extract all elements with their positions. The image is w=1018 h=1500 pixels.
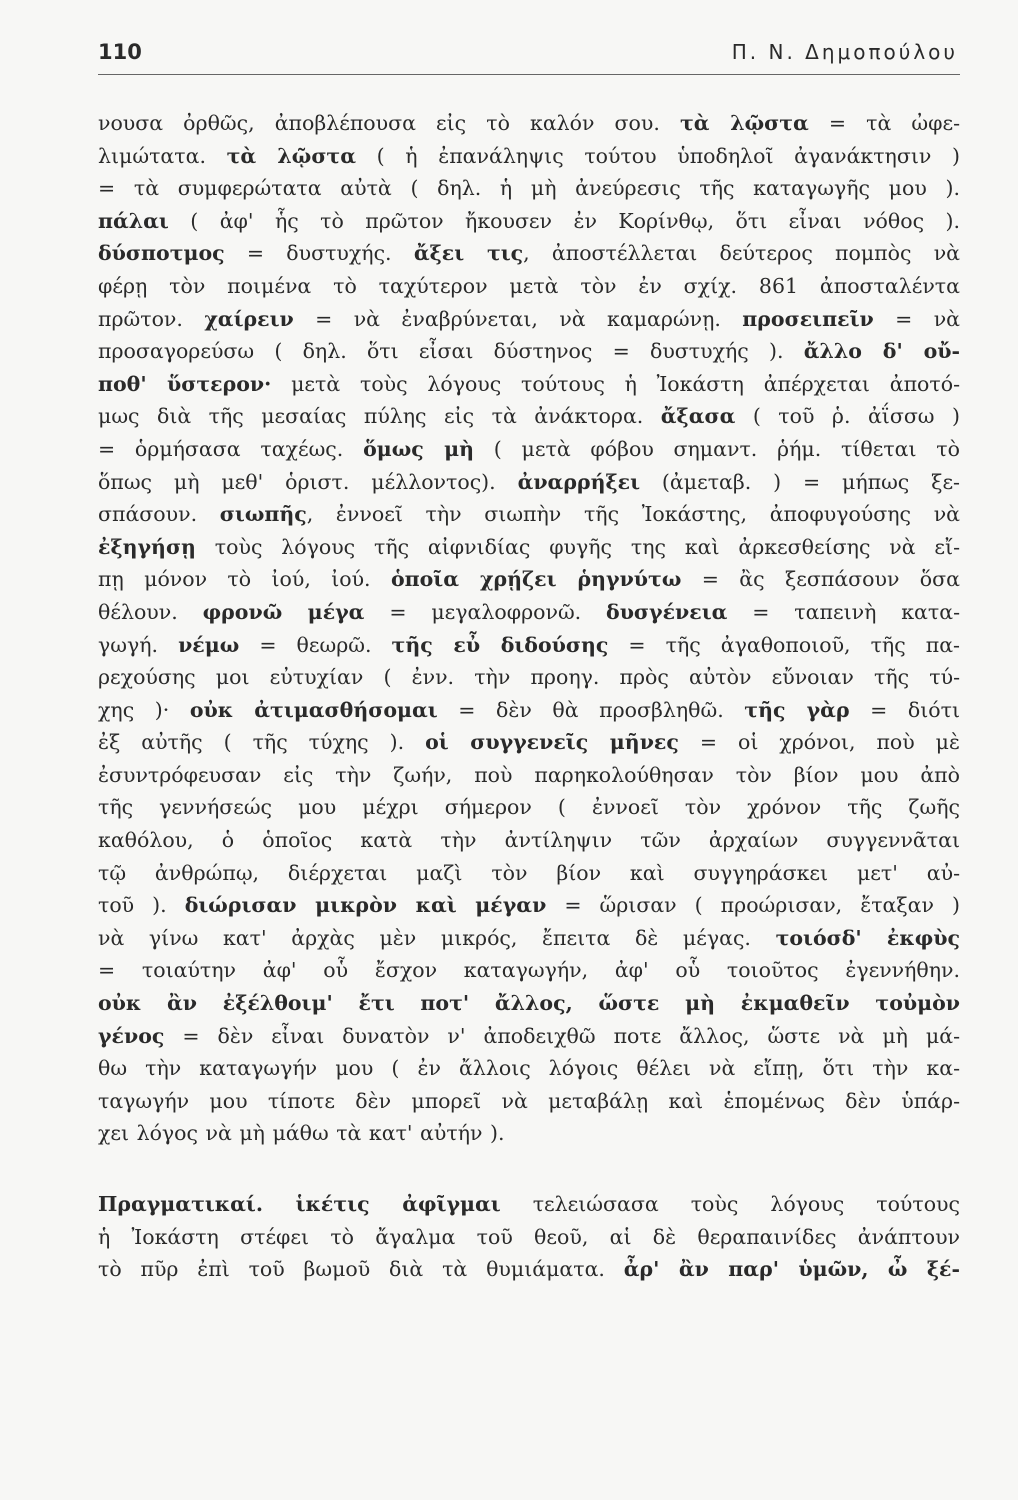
text-line <box>98 1117 960 1150</box>
section-gap <box>98 1150 960 1188</box>
gloss-text: = τῆς ἀγαθοποιοῦ, τῆς πα- <box>608 632 960 657</box>
gloss-text: ( ἀφ' ἧς τὸ πρῶτον ἤκουσεν ἐν Κορίνθῳ, ὅτι εἶναι νόθος ). <box>168 208 960 233</box>
gloss-text: ἐξ αὐτῆς ( τῆς τύχης ). <box>98 730 426 755</box>
gloss-text: χης )· <box>98 697 190 722</box>
gloss-text: θω τὴν καταγωγήν μου ( ἐν ἄλλοις λόγοις θέλει νὰ εἴπῃ, ὅτι τὴν κα- <box>98 1056 960 1081</box>
gloss-text: τοῦ ). <box>98 893 185 918</box>
lemma-term: ἆρ' ἂν παρ' ὑμῶν, ὦ ξέ- <box>623 1257 960 1282</box>
gloss-text: σπάσουν. <box>98 502 220 527</box>
lemma-term: διώρισαν μικρὸν καὶ μέγαν <box>184 893 547 918</box>
lemma-term: δυσγένεια <box>606 599 728 624</box>
gloss-text: πῃ μόνον τὸ ἰού, ἰού. <box>98 567 391 592</box>
text-line <box>98 954 960 987</box>
text-line <box>98 824 960 857</box>
running-head: Π. Ν. Δημοπούλου <box>731 40 958 64</box>
gloss-text: ταγωγήν μου τίποτε δὲν μπορεῖ νὰ μεταβάλῃ καὶ ἑπομένως δὲν ὑπάρ- <box>98 1088 960 1113</box>
text-line <box>98 791 960 824</box>
text-line <box>98 889 960 922</box>
gloss-text: ἡ Ἰοκάστη στέφει τὸ ἄγαλμα τοῦ θεοῦ, αἱ δὲ θεραπαινίδες ἀνάπτουν <box>98 1224 960 1249</box>
gloss-text: = δυστυχής. <box>224 241 414 266</box>
text-line <box>98 694 960 727</box>
gloss-text: φέρῃ τὸν ποιμένα τὸ ταχύτερον μετὰ τὸν ἐν σχίχ. 861 ἀποσταλέντα <box>98 273 960 298</box>
text-line <box>98 857 960 890</box>
lemma-term: τοιόσδ' ἐκφὺς <box>775 925 960 950</box>
text-line <box>98 922 960 955</box>
lemma-term: σιωπῆς <box>219 502 307 527</box>
gloss-text: = ταπεινὴ κατα- <box>727 599 960 624</box>
gloss-text: = ὁρμήσασα ταχέως. <box>98 436 364 461</box>
lemma-term: οὐκ ἀτιμασθήσομαι <box>189 697 438 722</box>
gloss-text: γωγή. <box>98 632 179 657</box>
gloss-text: μως διὰ τῆς μεσαίας πύλης εἰς τὰ ἀνάκτορα. <box>98 404 661 429</box>
text-line <box>98 596 960 629</box>
gloss-text: προσαγορεύσω ( δηλ. ὅτι εἶσαι δύστηνος = δυστυχής ). <box>98 339 804 364</box>
gloss-text: ρεχούσης μοι εὐτυχίαν ( ἐνν. τὴν προηγ. πρὸς αὐτὸν εὔνοιαν τῆς τύ- <box>98 665 960 690</box>
text-line <box>98 1020 960 1053</box>
text-line <box>98 335 960 368</box>
gloss-text: = δὲν θὰ προσβληθῶ. <box>437 697 745 722</box>
lemma-term: ὁποῖα χρῄζει ῥηγνύτω <box>390 567 682 592</box>
gloss-text: θέλουν. <box>98 599 203 624</box>
text-line <box>98 270 960 303</box>
gloss-text: λιμώτατα. <box>98 143 227 168</box>
text-line <box>98 661 960 694</box>
lemma-term: ἄλλο δ' οὔ- <box>803 339 961 364</box>
gloss-text: τελειώσασα τοὺς λόγους τούτους <box>500 1192 960 1216</box>
gloss-text: = τὰ συμφερώτατα αὐτὰ ( δηλ. ἡ μὴ ἀνεύρεσις τῆς καταγωγῆς μου ). <box>98 176 960 201</box>
text-line <box>98 1052 960 1085</box>
text-line <box>98 303 960 336</box>
gloss-text: = τὰ ὠφε- <box>808 111 960 135</box>
text-line <box>98 531 960 564</box>
lemma-term: οἱ συγγενεῖς μῆνες <box>425 730 679 755</box>
commentary-text <box>98 107 960 1286</box>
text-line <box>98 107 960 140</box>
text-line <box>98 205 960 238</box>
lemma-term: τὰ λῷστα <box>679 111 809 135</box>
lemma-term: Πραγματικαί. <box>98 1192 296 1216</box>
gloss-text: τῆς γεννήσεώς μου μέχρι σήμερον ( ἐννοεῖ τὸν χρόνον τῆς ζωῆς <box>98 795 960 820</box>
text-line <box>98 368 960 401</box>
gloss-text: = τοιαύτην ἀφ' οὗ ἔσχον καταγωγήν, ἀφ' οὗ τοιοῦτος ἐγεννήθην. <box>98 958 960 983</box>
text-line <box>98 400 960 433</box>
lemma-term: ἐξηγήσῃ <box>98 534 196 559</box>
text-line <box>98 726 960 759</box>
text-line <box>98 237 960 270</box>
gloss-text: ( τοῦ ῥ. ἀΐσσω ) <box>735 404 960 429</box>
text-line <box>98 1085 960 1118</box>
gloss-text: νὰ γίνω κατ' ἀρχὰς μὲν μικρός, ἔπειτα δὲ μέγας. <box>98 925 776 950</box>
gloss-text: ( μετὰ φόβου σημαντ. ῥήμ. τίθεται τὸ <box>474 436 960 461</box>
lemma-term: ἄξασα <box>660 404 736 429</box>
lemma-term: χαίρειν <box>204 306 294 331</box>
text-line <box>98 466 960 499</box>
gloss-text: = νὰ <box>873 306 961 331</box>
text-line <box>98 987 960 1020</box>
lemma-term: τῆς εὖ διδούσης <box>391 632 609 657</box>
lemma-term: φρονῶ μέγα <box>202 599 365 624</box>
gloss-text: , ἀποστέλλεται δεύτερος πομπὸς νὰ <box>523 241 961 266</box>
text-line <box>98 172 960 205</box>
lemma-term: νέμω <box>178 632 240 657</box>
gloss-text: τὸ πῦρ ἐπὶ τοῦ βωμοῦ διὰ τὰ θυμιάματα. <box>98 1257 624 1282</box>
gloss-text: μετὰ τοὺς λόγους τούτους ἡ Ἰοκάστη ἀπέρχεται ἀποτό- <box>271 371 960 396</box>
lemma-term: τὰ λῷστα <box>226 143 356 168</box>
gloss-text: τῷ ἀνθρώπῳ, διέρχεται μαζὶ τὸν βίον καὶ συγγηράσκει μετ' αὐ- <box>98 860 960 885</box>
gloss-text: = διότι <box>849 697 960 722</box>
gloss-text: = νὰ ἐναβρύνεται, νὰ καμαρώνῃ. <box>293 306 743 331</box>
lemma-term: προσειπεῖν <box>742 306 874 331</box>
gloss-text: = δὲν εἶναι δυνατὸν ν' ἀποδειχθῶ ποτε ἄλλος, ὥστε νὰ μὴ μά- <box>164 1023 960 1048</box>
text-line <box>98 433 960 466</box>
lemma-term: ἱκέτις ἀφῖγμαι <box>295 1192 501 1216</box>
gloss-text: πρῶτον. <box>98 306 205 331</box>
gloss-text: τοὺς λόγους τῆς αἰφνιδίας φυγῆς της καὶ ἀρκεσθείσης νὰ εἴ- <box>195 534 960 559</box>
text-line <box>98 629 960 662</box>
text-line <box>98 563 960 596</box>
commentary-paragraph <box>98 107 960 1150</box>
header-rule <box>98 74 960 75</box>
gloss-text: = μεγαλοφρονῶ. <box>364 599 607 624</box>
text-line <box>98 1188 960 1221</box>
page-header <box>98 40 958 72</box>
lemma-term: τῆς γὰρ <box>744 697 850 722</box>
gloss-text: , ἐννοεῖ τὴν σιωπὴν τῆς Ἰοκάστης, ἀποφυγούσης νὰ <box>306 502 960 527</box>
gloss-text: καθόλου, ὁ ὁποῖος κατὰ τὴν ἀντίληψιν τῶν ἀρχαίων συγγεννᾶται <box>98 828 960 853</box>
lemma-term: ἀναρρήξει <box>517 469 641 494</box>
gloss-text: χει λόγος νὰ μὴ μάθω τὰ κατ' αὐτήν ). <box>98 1121 505 1146</box>
text-line <box>98 759 960 792</box>
pragmatikai-paragraph <box>98 1188 960 1286</box>
lemma-term: ὅμως μὴ <box>363 436 475 461</box>
lemma-term: οὐκ ἂν ἐξέλθοιμ' ἔτι ποτ' ἄλλος, ὥστε μὴ ἐκμαθεῖν τοὐμὸν <box>98 991 960 1016</box>
gloss-text: = θεωρῶ. <box>239 632 392 657</box>
lemma-term: πάλαι <box>98 208 169 233</box>
text-line <box>98 140 960 173</box>
gloss-text: = οἱ χρόνοι, ποὺ μὲ <box>678 730 961 755</box>
lemma-term: δύσποτμος <box>98 241 225 266</box>
text-line <box>98 498 960 531</box>
gloss-text: = ὥρισαν ( προώρισαν, ἔταξαν ) <box>546 893 960 918</box>
lemma-term: γένος <box>98 1023 165 1048</box>
gloss-text: ὅπως μὴ μεθ' ὁριστ. μέλλοντος). <box>98 469 518 494</box>
gloss-text: ( ἡ ἐπανάληψις τούτου ὑποδηλοῖ ἀγανάκτησιν ) <box>356 143 960 168</box>
text-line <box>98 1221 960 1254</box>
gloss-text: (ἀμεταβ. ) = μήπως ξε- <box>640 469 960 494</box>
lemma-term: ποθ' ὕστερον· <box>98 371 272 396</box>
text-line <box>98 1253 960 1286</box>
lemma-term: ἄξει τις <box>413 241 524 266</box>
gloss-text: = ἂς ξεσπάσουν ὅσα <box>681 567 960 592</box>
page-number: 110 <box>98 40 142 64</box>
gloss-text: ἐσυντρόφευσαν εἰς τὴν ζωήν, ποὺ παρηκολούθησαν τὸν βίον μου ἀπὸ <box>98 762 960 787</box>
gloss-text: νουσα ὀρθῶς, ἀποβλέπουσα εἰς τὸ καλόν σου. <box>98 111 680 135</box>
